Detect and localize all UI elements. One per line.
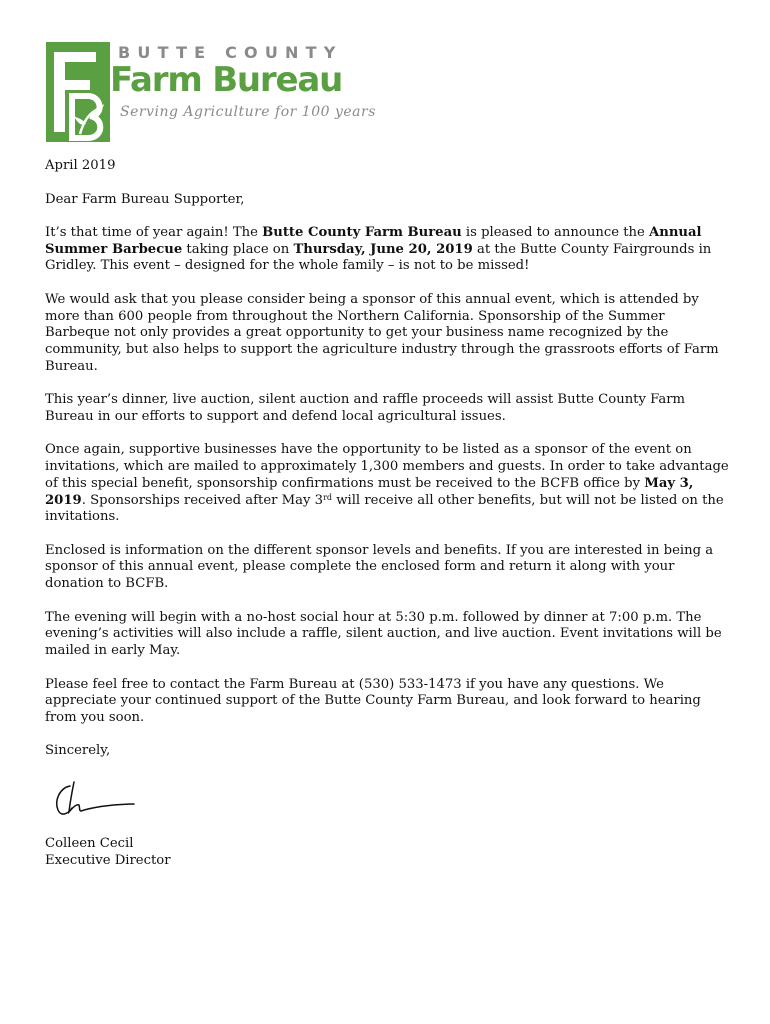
- paragraph-sponsor-request: We would ask that you please consider being a sponsor of this annual event, which is attended by more than 600 people from throughout the Northern California. Sponsorship of the Summer Barbeque not only provides a great opportunity to get your business name recognized by the community, but also helps to support the agriculture industry through the grassroots efforts of Farm Bureau.: [45, 291, 719, 374]
- text-run: Once again, supportive businesses have the opportunity to be listed as a sponsor of the event on invitations, which are mailed to approximately 1,300 members and guests. In order to take advantage of this special benefit, sponsorship confirmations must be received to the BCFB office by: [45, 442, 729, 491]
- letter-closing: Sincerely,: [45, 743, 111, 759]
- signer-name: Colleen Cecil: [45, 836, 134, 851]
- paragraph-deadline: [45, 442, 729, 526]
- bold-event-name: Annual Summer Barbecue: [45, 225, 702, 257]
- text-run: will receive all other benefits, but will not be listed on the invitations.: [45, 492, 724, 525]
- text-run: at the Butte County Fairgrounds in Gridley. This event – designed for the whole family – is not to be missed!: [45, 241, 712, 274]
- fb-monogram-icon: [46, 42, 110, 142]
- letter-date: April 2019: [45, 158, 116, 173]
- signature-block: [45, 835, 171, 869]
- text-run: taking place on: [182, 241, 294, 257]
- paragraph-proceeds: This year’s dinner, live auction, silent auction and raffle proceeds will assist Butte County Farm Bureau in our efforts to support and defend local agricultural issues.: [45, 392, 686, 424]
- farm-bureau-logo: [46, 42, 376, 142]
- ordinal-suffix: rd: [323, 492, 333, 502]
- paragraph-schedule: The evening will begin with a no-host social hour at 5:30 p.m. followed by dinner at 7:00 p.m. The evening’s activities will also include a raffle, silent auction, and live auction. Event invitations will be mailed in early May.: [45, 609, 722, 659]
- paragraph-enclosed: Enclosed is information on the different sponsor levels and benefits. If you are interested in being a sponsor of this annual event, please complete the enclosed form and return it along with your donation to BCFB.: [45, 542, 714, 592]
- letter-body: [45, 158, 729, 777]
- text-run: It’s that time of year again! The: [45, 225, 263, 240]
- paragraph-contact: Please feel free to contact the Farm Bureau at (530) 533-1473 if you have any questions. We appreciate your continued support of the Butte County Farm Bureau, and look forward to hearing from you soon.: [45, 676, 701, 725]
- letter-salutation: Dear Farm Bureau Supporter,: [45, 191, 245, 207]
- text-run: is pleased to announce the: [461, 225, 649, 240]
- handwritten-signature: [50, 780, 140, 820]
- bold-event-date: Thursday, June 20, 2019: [293, 241, 473, 257]
- bold-deadline-date: May 3, 2019: [45, 475, 694, 508]
- text-run: . Sponsorships received after May 3: [81, 492, 324, 508]
- signer-title: Executive Director: [45, 853, 171, 868]
- logo-name-text: Farm Bureau: [110, 60, 343, 100]
- logo-county-text: BUTTE COUNTY: [118, 43, 343, 62]
- logo-tagline: Serving Agriculture for 100 years: [120, 104, 376, 120]
- bold-org-name: Butte County Farm Bureau: [262, 225, 462, 240]
- paragraph-announcement: [45, 225, 729, 275]
